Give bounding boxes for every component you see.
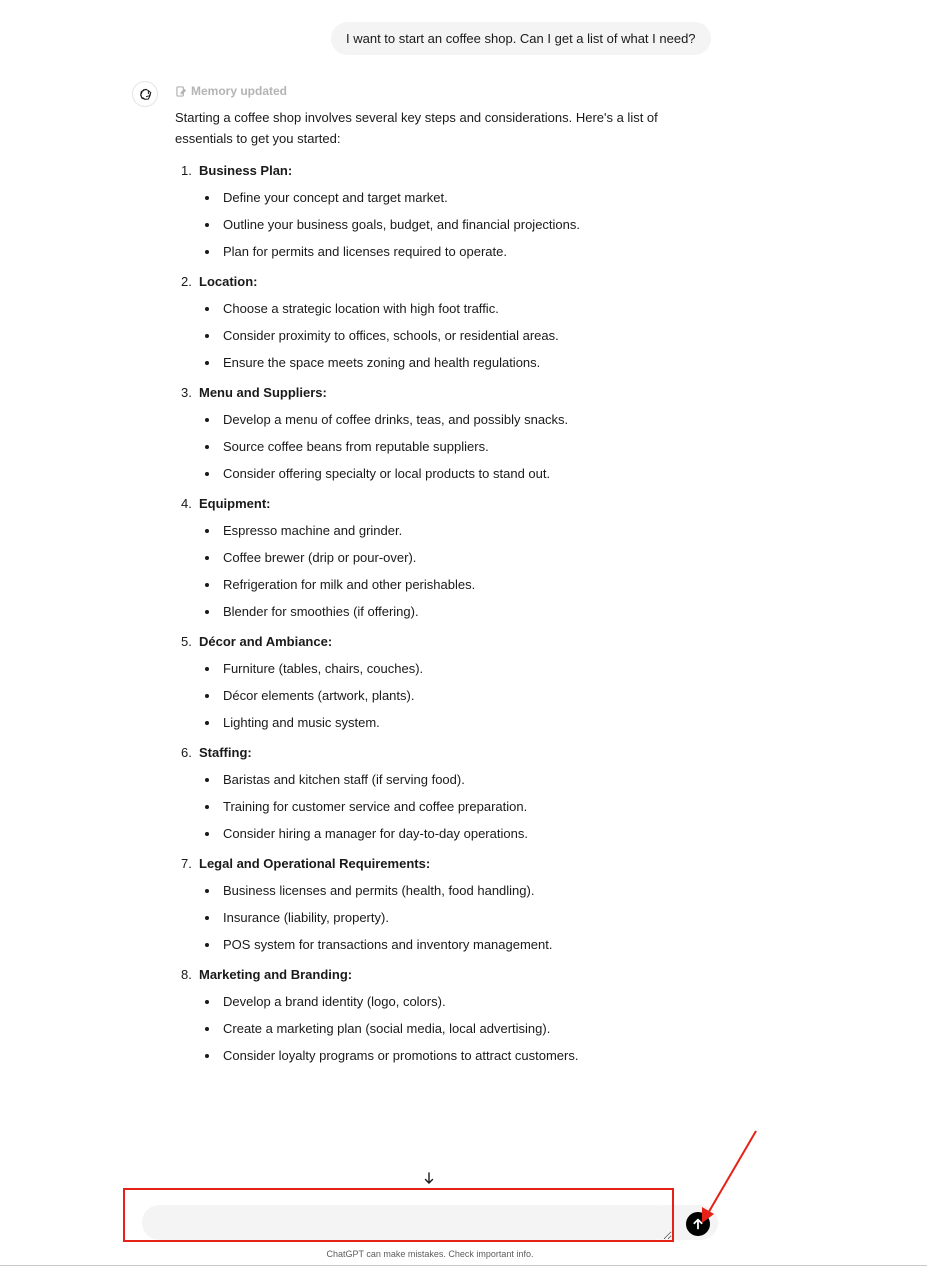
step-heading — [175, 163, 715, 179]
step-number: 3. — [181, 385, 192, 400]
step-number: 5. — [181, 634, 192, 649]
step-heading — [175, 274, 715, 290]
step-heading — [175, 967, 715, 983]
step-item — [175, 385, 715, 482]
scroll-to-bottom-button[interactable] — [421, 1168, 437, 1188]
step-bullets — [175, 411, 715, 482]
response-intro: Starting a coffee shop involves several key steps and considerations. Here's a list of essentials to get you started: — [175, 110, 658, 146]
bullet-item: Source coffee beans from reputable suppliers. — [175, 438, 715, 455]
bullet-item: Blender for smoothies (if offering). — [175, 603, 715, 620]
memory-updated-label: Memory updated — [191, 84, 288, 98]
step-number: 7. — [181, 856, 192, 871]
disclaimer-text: ChatGPT can make mistakes. Check important info. — [326, 1249, 534, 1259]
bullet-item: Lighting and music system. — [175, 714, 715, 731]
step-number: 6. — [181, 745, 192, 760]
user-message-bubble — [331, 22, 711, 55]
step-item — [175, 856, 715, 953]
step-item — [175, 967, 715, 1064]
bullet-item: Insurance (liability, property). — [175, 909, 715, 926]
bullet-item: Define your concept and target market. — [175, 189, 715, 206]
step-number: 2. — [181, 274, 192, 289]
step-item — [175, 163, 715, 260]
step-title: Décor and Ambiance: — [199, 634, 333, 649]
user-message-text: I want to start an coffee shop. Can I get a list of what I need? — [346, 31, 696, 46]
bullet-item: Training for customer service and coffee preparation. — [175, 798, 715, 815]
step-item — [175, 496, 715, 620]
step-item — [175, 274, 715, 371]
bullet-item: Consider proximity to offices, schools, or residential areas. — [175, 327, 715, 344]
step-title: Menu and Suppliers: — [199, 385, 327, 400]
bullet-item: Refrigeration for milk and other perishables. — [175, 576, 715, 593]
step-heading — [175, 634, 715, 650]
bullet-item: Plan for permits and licenses required to operate. — [175, 243, 715, 260]
step-bullets — [175, 771, 715, 842]
step-number: 1. — [181, 163, 192, 178]
send-button[interactable] — [686, 1212, 710, 1236]
bottom-divider — [0, 1265, 927, 1266]
step-bullets — [175, 522, 715, 620]
bullet-item: Espresso machine and grinder. — [175, 522, 715, 539]
bullet-item: Develop a menu of coffee drinks, teas, and possibly snacks. — [175, 411, 715, 428]
step-title: Equipment: — [199, 496, 271, 511]
bullet-item: Outline your business goals, budget, and financial projections. — [175, 216, 715, 233]
assistant-avatar — [132, 81, 158, 107]
step-number: 8. — [181, 967, 192, 982]
memory-pencil-icon — [176, 86, 187, 97]
step-item — [175, 634, 715, 731]
step-title: Legal and Operational Requirements: — [199, 856, 431, 871]
step-bullets — [175, 300, 715, 371]
step-title: Staffing: — [199, 745, 252, 760]
step-heading — [175, 385, 715, 401]
bullet-item: Baristas and kitchen staff (if serving food). — [175, 771, 715, 788]
bullet-item: Coffee brewer (drip or pour-over). — [175, 549, 715, 566]
memory-updated-indicator[interactable] — [176, 84, 287, 98]
step-heading — [175, 856, 715, 872]
step-title: Marketing and Branding: — [199, 967, 353, 982]
bullet-item: Develop a brand identity (logo, colors). — [175, 993, 715, 1010]
steps-list — [175, 163, 715, 1064]
bullet-item: Consider loyalty programs or promotions to attract customers. — [175, 1047, 715, 1064]
arrow-up-icon — [692, 1218, 704, 1230]
bullet-item: Choose a strategic location with high foot traffic. — [175, 300, 715, 317]
bullet-item: Consider offering specialty or local products to stand out. — [175, 465, 715, 482]
step-item — [175, 745, 715, 842]
step-title: Business Plan: — [199, 163, 293, 178]
bullet-item: Ensure the space meets zoning and health regulations. — [175, 354, 715, 371]
bullet-item: Business licenses and permits (health, food handling). — [175, 882, 715, 899]
assistant-response — [175, 107, 715, 1074]
step-bullets — [175, 660, 715, 731]
message-input[interactable] — [142, 1205, 672, 1240]
step-bullets — [175, 993, 715, 1064]
bullet-item: Furniture (tables, chairs, couches). — [175, 660, 715, 677]
step-bullets — [175, 189, 715, 260]
step-heading — [175, 496, 715, 512]
step-heading — [175, 745, 715, 761]
step-bullets — [175, 882, 715, 953]
bullet-item: Consider hiring a manager for day-to-day operations. — [175, 825, 715, 842]
arrow-down-icon — [423, 1171, 435, 1185]
bullet-item: POS system for transactions and inventory management. — [175, 936, 715, 953]
bullet-item: Create a marketing plan (social media, local advertising). — [175, 1020, 715, 1037]
bullet-item: Décor elements (artwork, plants). — [175, 687, 715, 704]
step-number: 4. — [181, 496, 192, 511]
step-title: Location: — [199, 274, 258, 289]
openai-logo-icon — [138, 87, 153, 102]
